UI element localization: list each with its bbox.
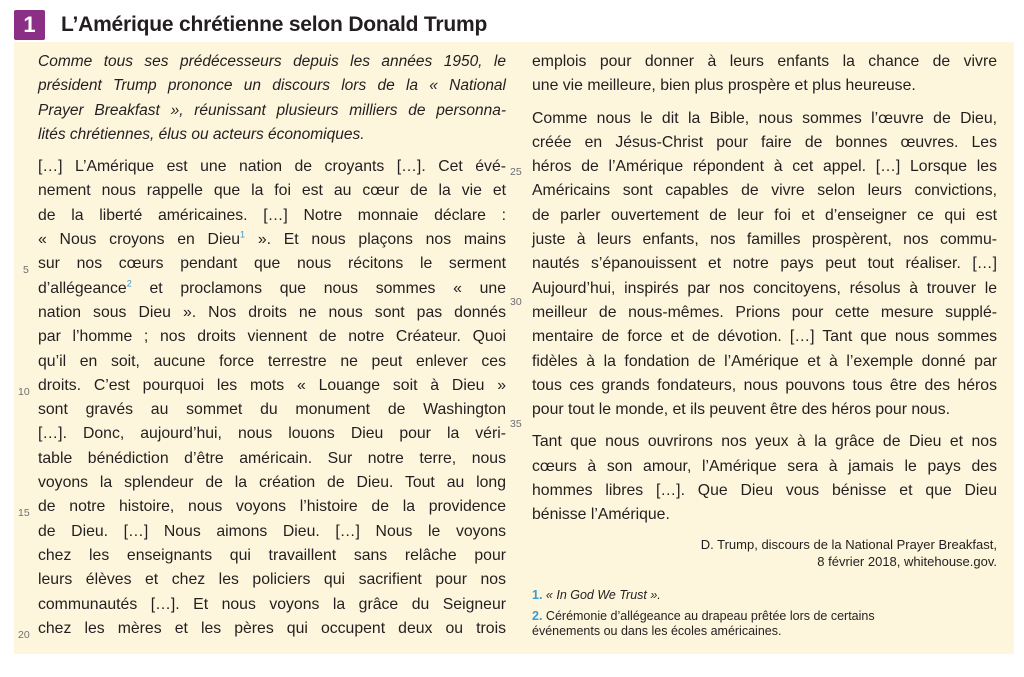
- footnote-number: 1.: [532, 587, 543, 602]
- source-line: D. Trump, discours de la National Prayer Breakfast,: [700, 536, 997, 552]
- text-line: droits. C’est pourquoi les mots « Louange soit à Dieu »: [38, 376, 506, 394]
- intro-line: Comme tous ses prédécesseurs depuis les années 1950, le: [38, 53, 506, 70]
- line-number-35: 35: [510, 418, 522, 430]
- footnote-ref-2: 2: [126, 278, 132, 289]
- speech-right-paragraph-3: [532, 430, 997, 527]
- speech-right-paragraph-1: [532, 50, 997, 99]
- text-line: table bénédiction d’être américain. Sur notre terre, nous: [38, 449, 506, 467]
- footnote-2: [532, 609, 997, 639]
- text-line: chez les enseignants qui travaillent sans relâche pour: [38, 546, 506, 564]
- text-line: juste à leurs enfants, nos familles prospèrent, nos commu-: [532, 231, 997, 249]
- text-line: tous ces grands fondateurs, nous pouvons tous être des héros: [532, 376, 997, 394]
- text-line: Comme nous le dit la Bible, nous sommes l’œuvre de Dieu,: [532, 109, 997, 127]
- text-line: de parler ouvertement de leur foi et d’enseigner ce qui est: [532, 206, 997, 224]
- line-number-5: 5: [23, 264, 29, 276]
- line-number-20: 20: [18, 629, 30, 641]
- source-line: 8 février 2018, whitehouse.gov.: [817, 553, 997, 569]
- text-line: meilleur de nous-mêmes. Prions pour cette mesure supplé-: [532, 303, 997, 321]
- footnote-text: Cérémonie d’allégeance au drapeau prêtée lors de certains: [545, 608, 875, 623]
- text-fragment: et proclamons que nous sommes « une: [131, 279, 506, 297]
- text-line: emplois pour donner à leurs enfants la chance de vivre: [532, 53, 997, 70]
- text-line: une vie meilleure, bien plus prospère et plus heureuse.: [532, 77, 916, 95]
- text-line: mentaire de force et de dévotion. […] Tant que nous sommes: [532, 328, 997, 346]
- intro-line: Prayer Breakfast », réunissant plusieurs milliers de personna-: [38, 101, 506, 119]
- text-fragment: ». Et nous plaçons nos mains: [245, 231, 506, 249]
- text-line: bénisse l’Amérique.: [532, 506, 670, 524]
- footnote-text: « In God We Trust ».: [545, 587, 661, 602]
- text-line: hommes libres […]. Que Dieu vous bénisse et que Dieu: [532, 482, 997, 500]
- text-panel: [14, 42, 1014, 654]
- intro-paragraph: [38, 50, 506, 147]
- intro-line: président Trump prononce un discours lors de la « National: [38, 77, 506, 95]
- text-line: nement nous rappelle que la foi est au cœur de la vie et: [38, 182, 506, 200]
- text-line: chez les mères et les pères qui occupent deux ou trois: [38, 619, 506, 637]
- text-line: […]. Donc, aujourd’hui, nous louons Dieu pour la véri-: [38, 425, 506, 443]
- text-line: héros de l’Amérique répondent à cet appel. […] Lorsque les: [532, 158, 997, 176]
- right-column: [532, 50, 997, 639]
- text-line: [38, 277, 506, 301]
- text-line: […] L’Amérique est une nation de croyants […]. Cet évé-: [38, 158, 506, 176]
- footnote-1: [532, 588, 997, 603]
- footnotes: [532, 588, 997, 639]
- text-line: qu’il en soit, aucune force terrestre ne peut enlever ces: [38, 352, 506, 370]
- text-line: nautés s’épanouissent et notre pays peut tout réaliser. […]: [532, 255, 997, 273]
- text-line: cœurs à son amour, l’Amérique sera à jamais le pays des: [532, 457, 997, 475]
- text-line: voyons la splendeur de la création de Dieu. Tout au long: [38, 474, 506, 492]
- text-line: Américains sont capables de vivre selon leurs convictions,: [532, 182, 997, 200]
- source-citation: [532, 536, 997, 570]
- text-line: communautés […]. Et nous voyons la grâce du Seigneur: [38, 595, 506, 613]
- document-title: L’Amérique chrétienne selon Donald Trump: [61, 13, 488, 36]
- speech-right-paragraph-2: [532, 107, 997, 423]
- line-number-25: 25: [510, 166, 522, 178]
- text-fragment: d’allégeance: [38, 279, 127, 297]
- text-line: pour tout le monde, et ils peuvent être des héros pour nous.: [532, 401, 951, 419]
- text-line: sur nos cœurs pendant que nous récitons le serment: [38, 255, 506, 273]
- text-fragment: « Nous croyons en Dieu: [38, 231, 241, 249]
- line-number-15: 15: [18, 507, 30, 519]
- text-line: leurs élèves et chez les policiers qui sacrifient pour nos: [38, 571, 506, 589]
- text-line: de la liberté américaines. […] Notre monnaie déclare :: [38, 206, 506, 224]
- text-line: de Dieu. […] Nous aimons Dieu. […] Nous le voyons: [38, 522, 506, 540]
- text-line: fidèles à la fondation de l’Amérique et à l’exemple donné par: [532, 352, 997, 370]
- footnote-text: événements ou dans les écoles américaines.: [532, 623, 782, 638]
- footnote-number: 2.: [532, 608, 543, 623]
- left-column: [38, 50, 506, 641]
- text-line: Tant que nous ouvrirons nos yeux à la grâce de Dieu et nos: [532, 433, 997, 451]
- document-header: [14, 10, 1014, 40]
- line-number-30: 30: [510, 296, 522, 308]
- footnote-ref-1: 1: [240, 229, 246, 240]
- text-line: nation sous Dieu ». Nos droits ne nous sont pas donnés: [38, 303, 506, 321]
- text-line: Aujourd’hui, inspirés par nos concitoyens, résolus à trouver le: [532, 279, 997, 297]
- document-number-badge: 1: [14, 10, 45, 40]
- speech-left-paragraph: [38, 155, 506, 641]
- text-line: sont gravés au sommet du monument de Washington: [38, 401, 506, 419]
- line-number-10: 10: [18, 386, 30, 398]
- intro-line: lités chrétiennes, élus ou acteurs économiques.: [38, 125, 365, 143]
- text-line: de notre histoire, nous voyons l’histoire de la providence: [38, 498, 506, 516]
- text-line: par l’homme ; nos droits viennent de notre Créateur. Quoi: [38, 328, 506, 346]
- text-line: créée en Jésus-Christ pour faire de bonnes œuvres. Les: [532, 133, 997, 151]
- text-line: [38, 228, 506, 252]
